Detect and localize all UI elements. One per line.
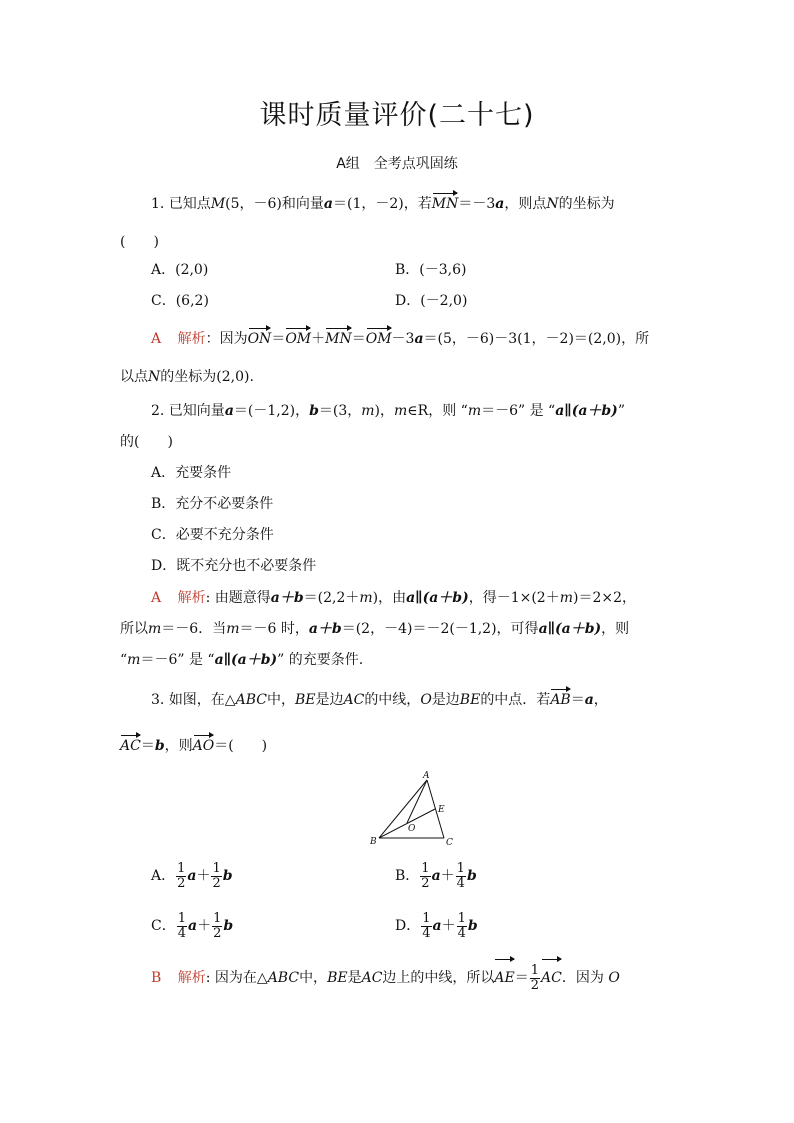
group-title: A组 全考点巩固练 bbox=[336, 156, 458, 172]
q3-answer: B bbox=[151, 970, 162, 986]
q2-analysis: A 解析: 由题意得a＋b＝(2,2＋m)，由a∥(a＋b)，得－1×(2＋m)＝2×2， bbox=[151, 590, 637, 606]
figure-label-a: A bbox=[423, 771, 430, 781]
q1-stem: 1. 已知点M(5，－6)和向量a＝(1，－2)，若MN＝－3a，则点N的坐标为 bbox=[151, 196, 615, 212]
q2-option-a: A．充要条件 bbox=[151, 465, 232, 481]
q2-blank: 的( ) bbox=[120, 434, 173, 450]
q2-stem: 2. 已知向量a＝(－1,2)，b＝(3，m)，m∈R，则 “m＝－6” 是 “a∥(a＋b)” bbox=[151, 403, 625, 419]
q1-option-d: D．(－2,0) bbox=[395, 293, 468, 309]
q1-option-a: A．(2,0) bbox=[151, 262, 209, 278]
q1-analysis-cont: 以点N的坐标为(2,0). bbox=[120, 369, 254, 385]
page-title: 课时质量评价(二十七) bbox=[259, 100, 535, 131]
q1-number: 1. bbox=[151, 196, 165, 212]
q1-answer: A bbox=[151, 331, 162, 347]
q1-analysis: A 解析：因为ON＝OM＋MN＝OM－3a＝(5，－6)－3(1，－2)＝(2,0)，所 bbox=[151, 331, 650, 347]
q3-option-b: B． $\frac{1}{2}$ a＋ $\frac{1}{4}$ b bbox=[395, 860, 477, 891]
q3-number: 3. bbox=[151, 692, 165, 708]
q3-analysis-label: 解析 bbox=[177, 970, 206, 986]
q2-option-b: B．充分不必要条件 bbox=[151, 496, 274, 512]
q3-analysis: B 解析: 因为在△ABC中，BE是AC边上的中线，所以AE＝ $\frac{1}{2}$ AC．因为 O bbox=[151, 960, 620, 996]
q2-answer: A bbox=[151, 590, 162, 606]
q2-analysis-label: 解析 bbox=[177, 590, 206, 606]
vector-mn: MN bbox=[431, 196, 459, 212]
figure-label-c: C bbox=[446, 838, 453, 848]
q2-analysis-cont-2: “m＝－6” 是 “a∥(a＋b)” 的充要条件. bbox=[120, 652, 364, 668]
q3-option-c: C． $\frac{1}{4}$ a＋ $\frac{1}{2}$ b bbox=[151, 910, 234, 941]
q2-number: 2. bbox=[151, 403, 165, 419]
q1-option-b: B．(－3,6) bbox=[395, 262, 467, 278]
q1-analysis-label: 解析 bbox=[177, 331, 206, 347]
triangle-figure bbox=[365, 768, 465, 852]
figure-label-e: E bbox=[438, 805, 445, 815]
q3-stem-cont: AC＝b，则AO＝( ) bbox=[120, 738, 268, 754]
q3-option-a: A． $\frac{1}{2}$ a＋ $\frac{1}{2}$ b bbox=[151, 860, 233, 891]
q2-analysis-cont-1: 所以m＝－6．当m＝－6 时，a＋b＝(2，－4)＝－2(－1,2)，可得a∥(a＋b)，则 bbox=[120, 621, 630, 637]
figure-label-b: B bbox=[370, 837, 377, 847]
figure-label-o: O bbox=[408, 824, 416, 834]
q3-option-d: D． $\frac{1}{4}$ a＋ $\frac{1}{4}$ b bbox=[395, 910, 478, 941]
q1-blank: ( ) bbox=[120, 234, 159, 250]
q3-stem: 3. 如图，在△ABC中，BE是边AC的中线，O是边BE的中点．若AB＝a， bbox=[151, 692, 608, 708]
q2-option-d: D．既不充分也不必要条件 bbox=[151, 558, 317, 574]
q1-option-c: C．(6,2) bbox=[151, 293, 209, 309]
q2-option-c: C．必要不充分条件 bbox=[151, 527, 274, 543]
